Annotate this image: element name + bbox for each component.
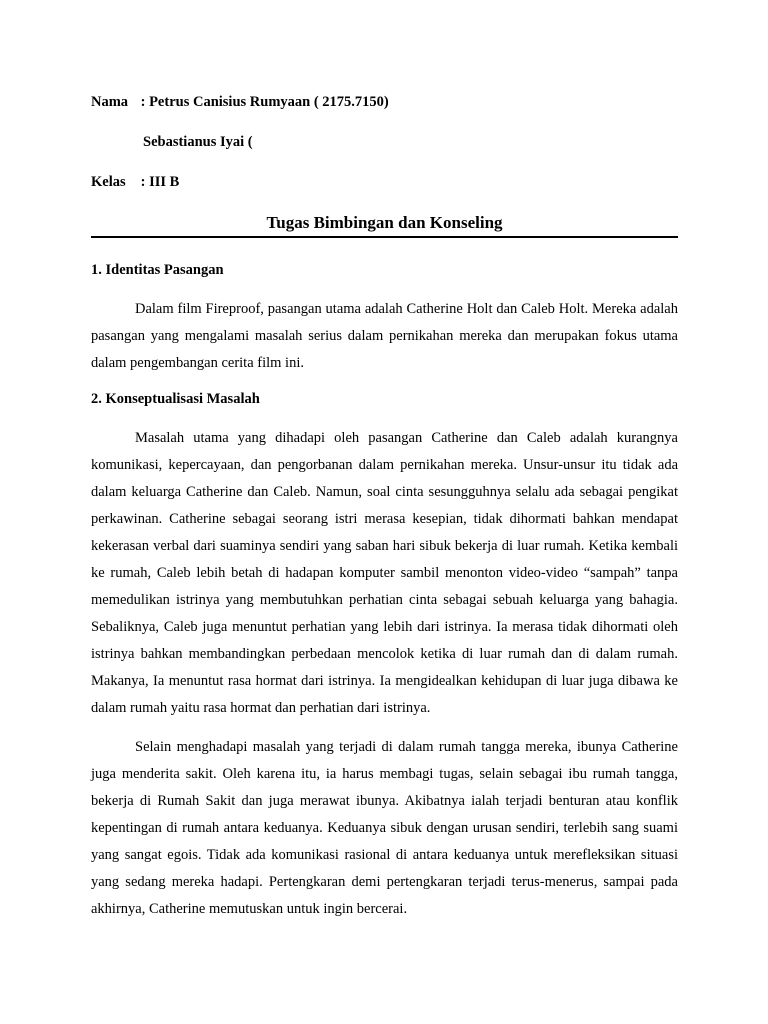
document-title: Tugas Bimbingan dan Konseling	[91, 212, 678, 238]
second-member-line	[91, 132, 678, 152]
kelas-value: : III B	[140, 174, 180, 190]
second-member-name: Sebastianus Iyai (	[143, 134, 253, 150]
nama-value: : Petrus Canisius Rumyaan ( 2175.7150)	[140, 94, 389, 110]
paragraph: Selain menghadapi masalah yang terjadi di dalam rumah tangga mereka, ibunya Catherine juga menderita sakit. Oleh karena itu, ia harus membagi tugas, selain sebagai ibu rumah tangga, bekerja di Rumah Sakit dan juga merawat ibunya. Akibatnya ialah terjadi benturan atau konflik kepentingan di rumah antara keduanya. Keduanya sibuk dengan urusan sendiri, terlebih sang suami yang sangat egois. Tidak ada komunikasi rasional di antara keduanya untuk merefleksikan situasi yang sedang mereka hadapi. Pertengkaran demi pertengkaran terjadi terus-menerus, sampai pada akhirnya, Catherine memutuskan untuk ingin bercerai.	[91, 739, 678, 917]
kelas-line	[91, 172, 678, 192]
nama-label: Nama	[91, 94, 129, 110]
document-page	[91, 92, 678, 935]
nama-line	[91, 92, 678, 112]
paragraph: Dalam film Fireproof, pasangan utama adalah Catherine Holt dan Caleb Holt. Mereka adalah pasangan yang mengalami masalah serius dalam pernikahan mereka dan merupakan fokus utama dalam pengembangan cerita film ini.	[91, 301, 678, 371]
kelas-label: Kelas	[91, 174, 126, 190]
paragraph: Masalah utama yang dihadapi oleh pasangan Catherine dan Caleb adalah kurangnya komunikasi, kepercayaan, dan pengorbanan dalam pernikahan mereka. Unsur-unsur itu tidak ada dalam keluarga Catherine dan Caleb. Namun, soal cinta sesungguhnya selalu ada sebagai pengikat perkawinan. Catherine sebagai seorang istri merasa kesepian, tidak dihormati bahkan mendapat kekerasan verbal dari suaminya sendiri yang saban hari sibuk bekerja di luar rumah. Ketika kembali ke rumah, Caleb lebih betah di hadapan komputer sambil menonton video-video “sampah” tanpa memedulikan istrinya yang membutuhkan perhatian cinta sebagai sebuah keluarga yang bahagia. Sebaliknya, Caleb juga menuntut perhatian yang lebih dari istrinya. Ia merasa tidak dihormati oleh istrinya bahkan membandingkan perbedaan mencolok ketika di luar rumah dan di dalam rumah. Makanya, Ia menuntut rasa hormat dari istrinya. Ia mengidealkan kehidupan di luar juga dibawa ke dalam rumah yaitu rasa hormat dan perhatian dari istrinya.	[91, 430, 678, 716]
section-heading-konseptualisasi: 2. Konseptualisasi Masalah	[91, 391, 260, 407]
section-heading-identitas: 1. Identitas Pasangan	[91, 262, 224, 278]
